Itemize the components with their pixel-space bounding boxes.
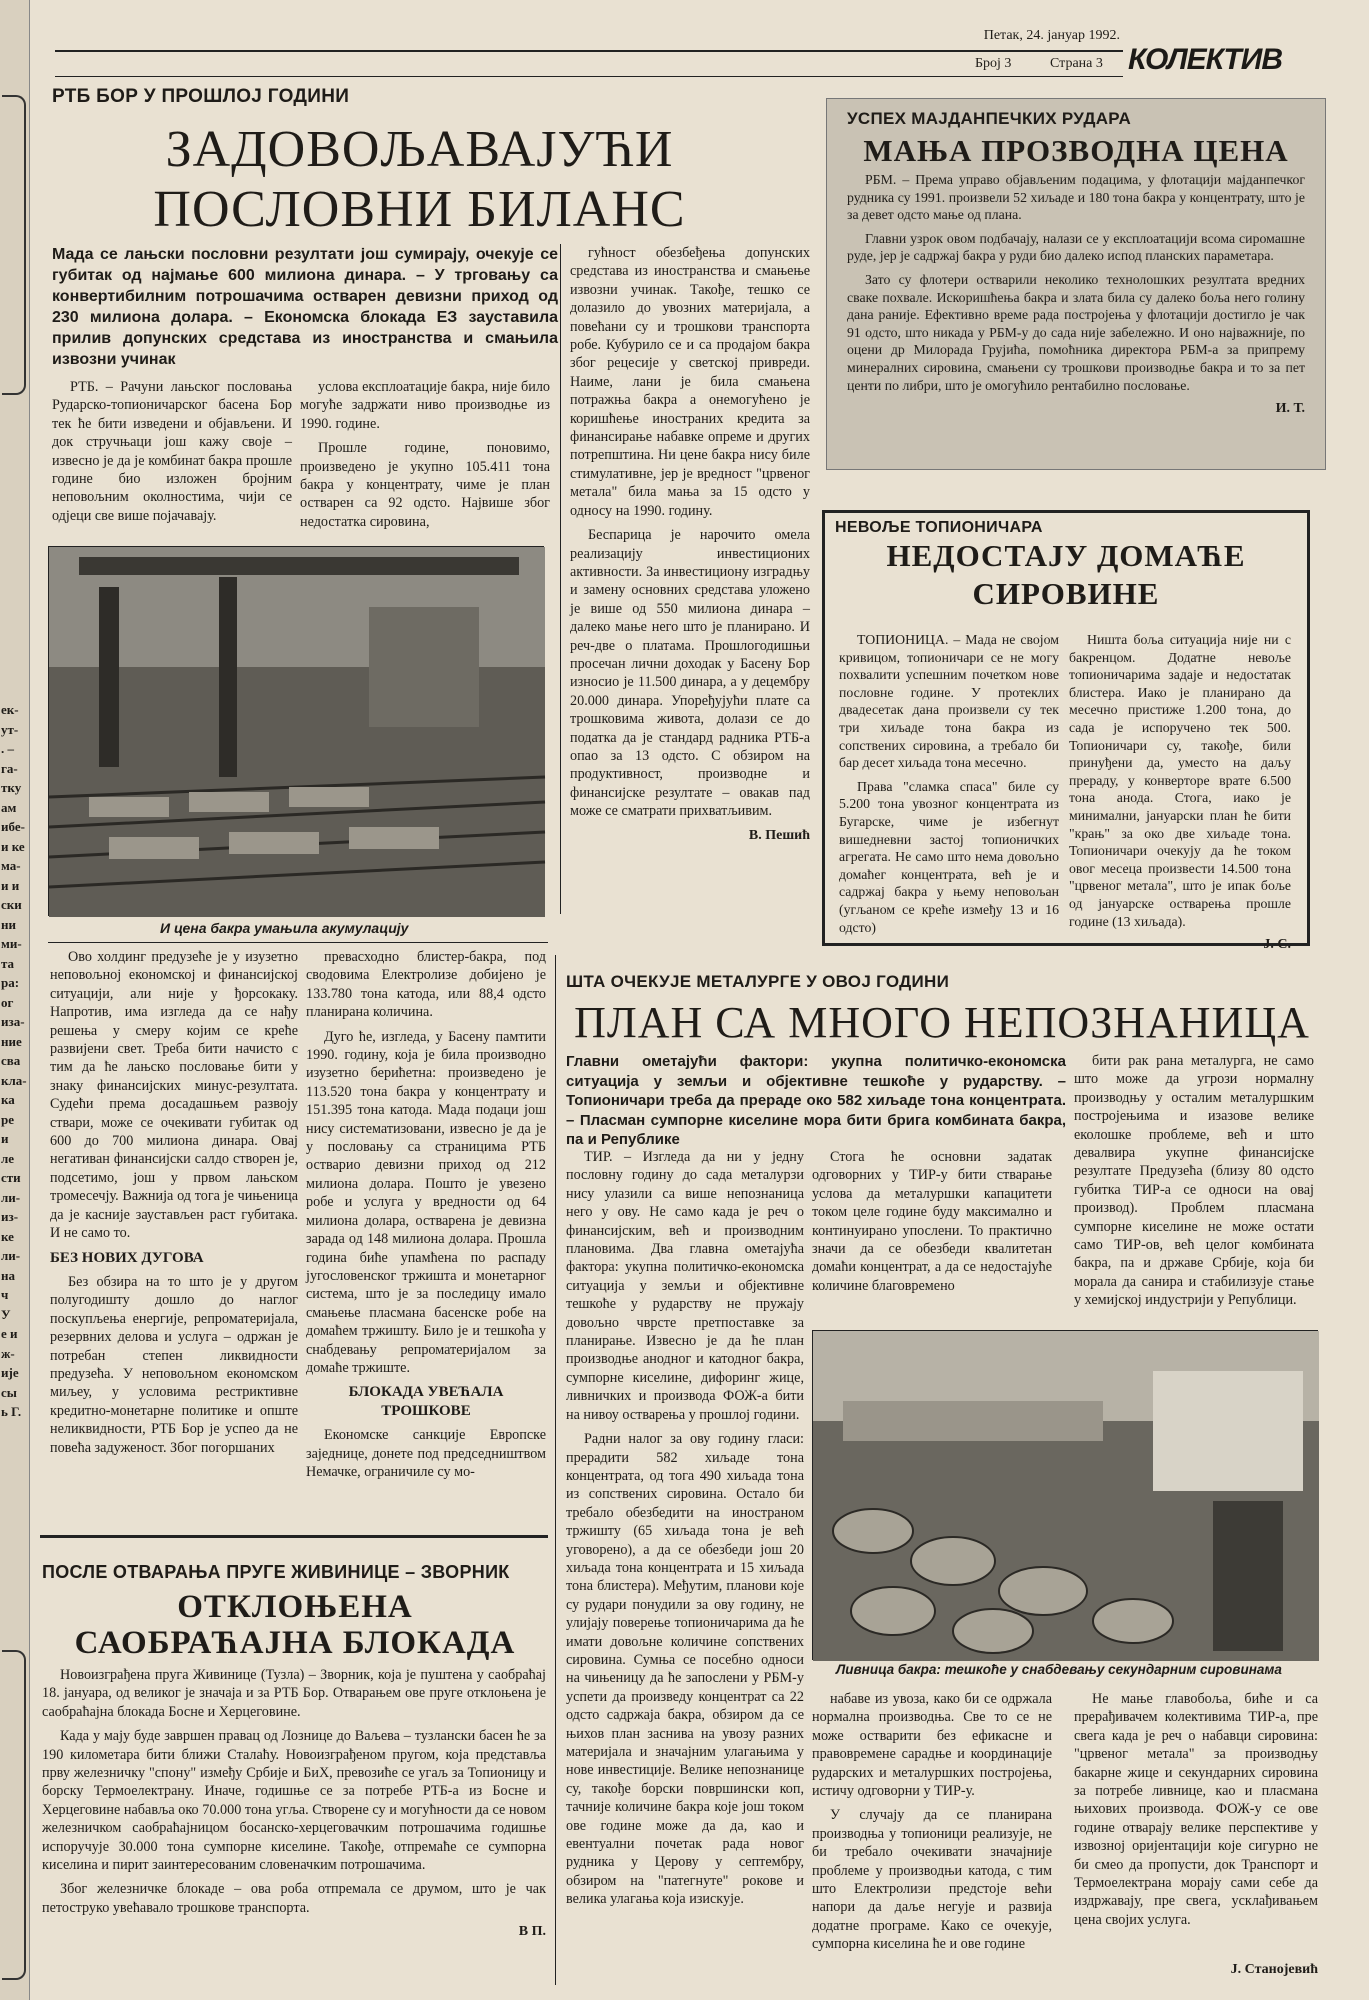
adjacent-fragment: тку (1, 780, 22, 795)
railway-body (42, 1666, 546, 1991)
adjacent-fragment: . – (1, 741, 14, 756)
majdanpek-kicker: УСПЕХ МАЈДАНПЕЧКИХ РУДАРА (847, 109, 1132, 128)
masthead-rule-lower (55, 76, 1123, 77)
adjacent-page-box-lower (2, 1650, 26, 1980)
signature: И. Т. (1275, 401, 1305, 417)
adjacent-fragment: сы (1, 1384, 17, 1400)
adjacent-fragment: та (1, 955, 15, 971)
paragraph: Прошле године, поновимо, произведено је укупно 105.411 тона бакра у концентрату, чиме је план остварен са 92 одсто. Највише због недостатка сировина, (300, 440, 550, 530)
adjacent-fragment: иза- (1, 1014, 25, 1029)
adjacent-fragment: ре (1, 1111, 14, 1127)
majdanpek-box (826, 98, 1326, 470)
adjacent-fragment: ибе- (1, 819, 25, 834)
topionica-col-2 (1069, 631, 1291, 953)
main-lower-col-2 (306, 948, 546, 1523)
paragraph: услова експлоатације бакра, није било могуће задржати ниво производње из 1990. године. (300, 379, 550, 432)
paragraph: Дуго ће, изгледа, у Басену памтити 1990. годину, која је била производно изузетно берићетна: произведено је 113.520 тона бакра у концентрату и 151.395 тона катода. Мада подаци још нису систематизовани, извесно је да је у пословању са страницима РТБ остварио девизни приход од 212 милиона долара. Пошто је увезено робе и услуга у вредности од 64 милиона долара, остварена је девизна зарада од 148 милиона долара. Прошла година биће упамћена по распаду југословенског тржишта и монетарног система, што је за последицу имало смањење пласмана басенске робе на домаћем тржишту. Било је и тешкоћа у снабдевању репроматеријалом за домаће тржиште. (306, 1028, 546, 1376)
plan-lead: Главни ометајући фактори: укупна политичко-економска ситуација у земљи и објективне тешкоће у рударству. – Топионичари треба да прераде око 582 хиљаде тона концентрата. – Пласман сумпорне киселине мора бити брига комбината бакра, па и Републике (566, 1053, 1066, 1148)
adjacent-fragment: ние (1, 1033, 22, 1049)
adjacent-fragment: ж- (1, 1345, 15, 1361)
paragraph: Права "сламка спаса" биле су 5.200 тона увозног концентрата из Бугарске, чиме је избегнут вишедневни застој топионичких агрегата. Не само што нема довољно домаћег концентрата, већ је и садржај бакра у њему неповољан (угљаном се креће између 13 и 16 одсто) (839, 778, 1059, 935)
adjacent-fragment: и и (1, 877, 20, 893)
paragraph: Радни налог за ову годину гласи: прерадити 582 хиљаде тона концентрата, од тога 490 хиљада тона из сопствених сировина. Остало би требало обезбедити на иностраном тржишту (65 хиљада тона је већ уговорено), а да се обезбеди још 20 хиљада тона концентрата и 15 хиљада тона блистера). Међутим, планови које су рудари понудили за ову годину, не улијају поверење топионичарима да ће имати довољне количине сопствених сировина. Сумња се посебно односи на чињеницу да ће запослени у РБМ-у успети да произведу концентрат са 22 одсто садржаја бакра, обзиром да се њихов план заснива на увозу разних материјала и значајним улагањима у нове инвестиције. Велике непознанице су, такође борски површински коп, тачније количине бакра које још током ове године може да да, као и евентуални почетак рада новог рудника у Церову у септембру, обзиром на "патегнуте" рокове и велика улагања која изискује. (566, 1431, 804, 1908)
signature: В П. (518, 1924, 546, 1940)
adjacent-fragment: ек- (1, 702, 19, 717)
paragraph: Новоизграђена пруга Живинице (Тузла) – Зворник, која је пуштена у саобраћај 18. јануара, од великог је значаја и за РТБ Бор. Отварањем ове пруге отклоњена је саобраћајна блокада Босне и Херцеговине. (42, 1667, 546, 1720)
adjacent-fragment: ам (1, 799, 17, 815)
plan-col-3 (1074, 1052, 1314, 1342)
adjacent-fragment: ски (1, 897, 22, 912)
adjacent-fragment: сва (1, 1053, 21, 1068)
adjacent-fragment: е и (1, 1326, 18, 1341)
main-col-2 (300, 378, 550, 538)
adjacent-page-strip (0, 0, 30, 2000)
paragraph: бити рак рана металурга, не само што може да угрози нормалну производњу у осталим металуршким постројењима и изазове велике еколошке проблеме, већ и што девалвира укупне финансијске резултате Предузећа (близу 80 одсто губитка ТИР-а се односи на овај производ). Проблем пласмана сумпорне киселине не може остати само ТИР-ов, већ целог комбината бакра, па и државе Србије, која би морала да санира и стабилизује стање у хемијској индустрији у Републици. (1074, 1053, 1314, 1309)
paragraph: гућност обезбеђења допунских средстава из иностранства и смањење извозни учинак. Такође, тешко се долазило до увозних материјала, а повећани су и трошкови транспорта робе. Кубурило се и са продајом бакра због рецесије у светској привреди. Наиме, лани је била смањена потражња бакра а онемогућено је коришћење иностраних кредита за финансирање набавке опреме и других потрепштина. Ни цене бакра нису биле стимулативне, јер је вредност "црвеног метала" била мања за 15 одсто у односу на 1990. годину. (570, 245, 810, 519)
main-photo-caption: И цена бакра умањила акумулацију (160, 920, 409, 936)
topionica-headline-2: СИРОВИНЕ (972, 576, 1160, 611)
plan-bottom-col-2 (1074, 1690, 1318, 1952)
adjacent-fragment: ут- (1, 721, 19, 737)
subhead-blockade: БЛОКАДА УВЕЋАЛА ТРОШКОВЕ (348, 1384, 504, 1419)
adjacent-page-fragments (1, 700, 29, 1650)
paragraph: РБМ. – Према управо објављеним подацима, у флотацији мајданпечког рудника су 1991. произвели 52 хиљаде и 180 тона бакра у концентрату, што је за девет одсто мање од плана. (847, 172, 1305, 223)
railway-kicker: ПОСЛЕ ОТВАРАЊА ПРУГЕ ЖИВИНИЦЕ – ЗВОРНИК (42, 1562, 510, 1582)
foundry-photo (812, 1330, 1318, 1660)
railway-top-rule (40, 1535, 548, 1538)
railway-headline-2: САОБРАЋАЈНА БЛОКАДА (74, 1625, 516, 1661)
masthead-page: Страна 3 (1050, 56, 1103, 71)
masthead-logo: КОЛЕКТИВ (1128, 43, 1282, 76)
topionica-kicker: НЕВОЉЕ ТОПИОНИЧАРА (835, 519, 1043, 536)
adjacent-fragment: ли- (1, 1248, 21, 1263)
majdanpek-body (847, 171, 1305, 418)
paragraph: Стога ће основни задатак одговорних у ТИР-у бити стварање услова да металуршки капацитети током целе године буду максимално и континуирано упослени. То практично значи да се обезбеди квалитетан домаћи концентрат, а да се недостајуће количине благовремено (812, 1149, 1052, 1294)
paragraph: Ништа боља ситуација није ни с бакренцом. Додатне невоље топионичарима задаје и недостатак блистера. Иако је планирано да месечно пристиже 1.200 тона, до сада је испоручено тек 500. Топионичари су, такође, били принуђени да, уместо на даљу прераду, у конверторе врате 6.500 тона анода. Стога, иако је минимални, јануарски план ће бити "крањ" за око две хиљаде тона. Топионичари очекују да ће током овог месеца произвести 14.500 тона "црвеног метала", што је ипак боље од јануарске остварења прошле године (13 хиљада). (1069, 632, 1291, 929)
paragraph: набаве из увоза, како би се одржала нормална производња. Све то се не може остварити без ефикасне и правовремене сарадње и координације рударских и металуршких постројења, истичу одговорни у ТИР-у. (812, 1691, 1052, 1800)
paragraph: превасходно блистер-бакра, под сводовима Електролизе добијено је 133.780 тона катода, или 88,4 одсто планирана количина. (306, 949, 546, 1021)
paragraph: ТИР. – Изгледа да ни у једну пословну годину до сада металурзи нису улазили са више непознаница него у ову. Не само када је реч о финансијским, већ и производним плановима. Два главна ометајућа фактора: укупна политичко-економска ситуација у земљи и објективне тешкоће у рударству не пружају довољно чврсте претпоставке за планирање. Извесно је да ће план производње анодног и катодног бакра, сумпорне киселине, дифоринг жице, ливничких и производа ФОЖ-а бити на нивоу остварења у прошлој години. (566, 1149, 804, 1423)
adjacent-fragment: ма- (1, 858, 21, 873)
main-lead: Мада се лањски пословни резултати још сумирају, очекује се губитак од најмање 600 милиона динара. – У трговању са конвертибилним потрошачима остварен девизни приход од 230 милиона долара. – Економска блокада ЕЗ зауставила прилив допунских средстава из иностранства и смањила извозни учинак (52, 246, 558, 368)
plan-signature: Ј. Станојевић (1230, 1962, 1318, 1977)
adjacent-fragment: га- (1, 760, 18, 776)
plan-col-2 (812, 1148, 1052, 1328)
copper-warehouse-photo (48, 546, 544, 916)
plan-photo-caption: Ливница бакра: тешкоће у снабдевању секундарним сировинама (836, 1662, 1282, 1677)
majdanpek-headline: МАЊА ПРОЗВОДНА ЦЕНА (863, 133, 1289, 168)
signature: В. Пешић (748, 827, 810, 843)
adjacent-fragment: и (1, 1131, 9, 1146)
subhead-no-new-debts: БЕЗ НОВИХ ДУГОВА (50, 1249, 204, 1266)
main-lower-col-1 (50, 948, 298, 1523)
main-col-3 (570, 244, 810, 914)
masthead-date: Петак, 24. јануар 1992. (983, 28, 1120, 43)
main-kicker: РТБ БОР У ПРОШЛОЈ ГОДИНИ (52, 86, 350, 107)
paragraph: Главни узрок овом подбачају, налази се у експлоатацији всома сиромашне руде, јер је садржај бакра у руди био далеко испод планских параметара. (847, 230, 1305, 264)
paragraph: Зато су флотери остварили неколико технолошких резултата вредних сваке похвале. Искоришћења бакра и злата била су далеко боља него голину дана раније. Ефективно време рада постројења у флотацији достигло је чак 91 одсто, што никада у РБМ-у до сада није забележно. И оно најважније, по оцени др Милорада Грујића, помоћника директора РБМ-а за припрему минералних сировина, смањени су трошкови производње бакра и то за пет центи по либри, што је омогућило рентабилно пословање. (847, 271, 1305, 393)
paragraph: Економске санкције Европске заједнице, донете под председништвом Немачке, ограничиле су мо- (306, 1427, 546, 1480)
paragraph: Ово холдинг предузеће је у изузетно неповољној економској и финансијској ситуацији, али није у ђорсокаку. Напротив, има изгледа да се нађу решења у смеру којим се креће развијени свет. Треба бити начисто с тим да ће лањско пословање бити у знаку финансијских минус-резултата. Судећи према досадашњем развоју ствари, може се очекивати губитак од 600 до 700 милиона динара. Овај негативан финансијски салдо створен је, подсетимо, још у првом лањском тромесечју. Важнија од тога је чињеница да је касније заустављен раст губитака. И не само то. (50, 949, 298, 1242)
adjacent-fragment: ке (1, 1228, 14, 1244)
adjacent-fragment: ог (1, 994, 14, 1010)
paragraph: Због железничке блокаде – ова роба отпремала се друмом, што је чак петоструко увећавало трошкове транспорта. (42, 1881, 546, 1916)
adjacent-fragment: ле (1, 1150, 15, 1166)
adjacent-fragment: ка (1, 1092, 15, 1107)
plan-kicker: ШТА ОЧЕКУЈЕ МЕТАЛУРГЕ У ОВОЈ ГОДИНИ (566, 972, 950, 991)
adjacent-fragment: на (1, 1267, 15, 1283)
paragraph: Без обзира на то што је у другом полугодишту дошло до наглог поскупљења енергије, репроматеријала, резервних делова и услуга – одржан је потребан степен ликвидности предузећа. У неповољном економском миљеу, у условима рестриктивне кредитно-монетарне политике и опште неликвидности, РТБ Бор је успео да не повећа задуженост. Због погоршаних (50, 1273, 298, 1456)
main-col-1 (52, 378, 292, 538)
adjacent-fragment: сти (1, 1170, 21, 1185)
plan-headline: ПЛАН СА МНОГО НЕПОЗНАНИЦА (574, 998, 1310, 1047)
adjacent-fragment: кла- (1, 1072, 27, 1088)
topionica-headline-1: НЕДОСТАЈУ ДОМАЋЕ (886, 538, 1246, 573)
plan-bottom-col-1 (812, 1690, 1052, 1985)
main-headline-2: ПОСЛОВНИ БИЛАНС (153, 181, 686, 238)
adjacent-fragment: ми- (1, 936, 22, 951)
topionica-box (822, 510, 1310, 953)
paragraph: ТОПИОНИЦА. – Мада не својом кривицом, топионичари се не могу похвалити успешним почетком нове пословне године. У протеклих двадесетак дана произвели су тек три хиљаде тона бакра из сопствених сировина, а требало би бар десет хиљада тона месечно. (839, 632, 1059, 771)
adjacent-fragment: ь Г. (1, 1404, 22, 1419)
masthead-rule (55, 50, 1123, 52)
plan-col-1 (566, 1148, 804, 1983)
main-lower-rule (48, 942, 548, 943)
adjacent-fragment: ра: (1, 975, 20, 990)
adjacent-fragment: из- (1, 1209, 19, 1224)
paragraph: Не мање главобоља, биће и са прерађивачем колективима ТИР-а, пре свега када је реч о набавци сировина: "црвеног метала" за производњу бакарне жице и секундарних сировина за потребе ливнице, као и пласмана њихових производа. ФОЖ-у се ове године отварају велике перспективе у извозној оријентацији које сигурно не би смео да пропусти, док Транспорт и Термоелектрана морају сами себе да издржавају, пре свега, усклађивањем цена својих услуга. (1074, 1691, 1318, 1928)
railway-headline-1: ОТКЛОЊЕНА (177, 1589, 413, 1625)
adjacent-fragment: ли- (1, 1189, 21, 1205)
adjacent-fragment: У (1, 1306, 11, 1322)
signature: Ј. С. (1263, 937, 1291, 953)
main-headline-1: ЗАДОВОЉАВАЈУЋИ (165, 121, 674, 178)
masthead-issue: Број 3 (975, 56, 1012, 71)
adjacent-fragment: ни (1, 916, 16, 932)
column-rule (560, 244, 561, 914)
column-rule (555, 955, 556, 1985)
paragraph: У случају да се планирана производња у топионици реализује, не би требало очекивати значајније проблеме у производњи катода, с тим што Електролизи предстоје већи напори да даље негује и развија додатне програме. Како се очекује, сумпорна киселина ће и ове године (812, 1807, 1052, 1953)
adjacent-fragment: ч (1, 1287, 9, 1302)
paragraph: РТБ. – Рачуни лањског пословања Рударско-топионичарског басена Бор тек ће бити изведени и објављени. И док стручњаци још кажу своје – извесно је да је комбинат бакра прошле године био изложен бројним неповољним околностима, чији се одјеци све више појачавају. (52, 379, 292, 524)
paragraph: Беспарица је нарочито омела реализацију инвестиционих активности. За инвестициону изградњу и замену основних средстава уложено је више од 550 милиона динара – далеко мање него што је планирано. И реч-две о платама. Прошлогодишњи просечан лични доходак у Басену Бор износио је 11.500 динара, а у децембру 20.000 динара. Упоређујући плате са трошковима живота, долази се до податка да је стандард радника РТБ-а опао за 13 одсто. С обзиром на продуктивност, производне и финансијске резултате – овакав пад може се сматрати прихватљивим. (570, 527, 810, 820)
paragraph: Када у мају буде завршен правац од Лознице до Ваљева – тузлански басен ће за 190 километара бити ближи Сталаћу. Новоизграђеном пругом, која представља прву железничку "спону" између Србије и БиХ, превозиће се угаљ за Топионицу и борску Термоелектрану. Иначе, годишње се за потребе РТБ-а из Босне и Херцеговине набавља око 70.000 тона угља. Створене су и могућности да се новом железничком саобраћајницом босанско-херцеговачким потрошачима годишње испоручује 30.000 тона сумпорне киселине. Такође, отпремаће се сумпорна киселина и пирит заинтересованим словеначким потрошачима. (42, 1728, 546, 1874)
adjacent-page-box (2, 95, 26, 395)
adjacent-fragment: ије (1, 1365, 19, 1380)
adjacent-fragment: и ке (1, 838, 25, 854)
topionica-col-1 (839, 631, 1059, 941)
